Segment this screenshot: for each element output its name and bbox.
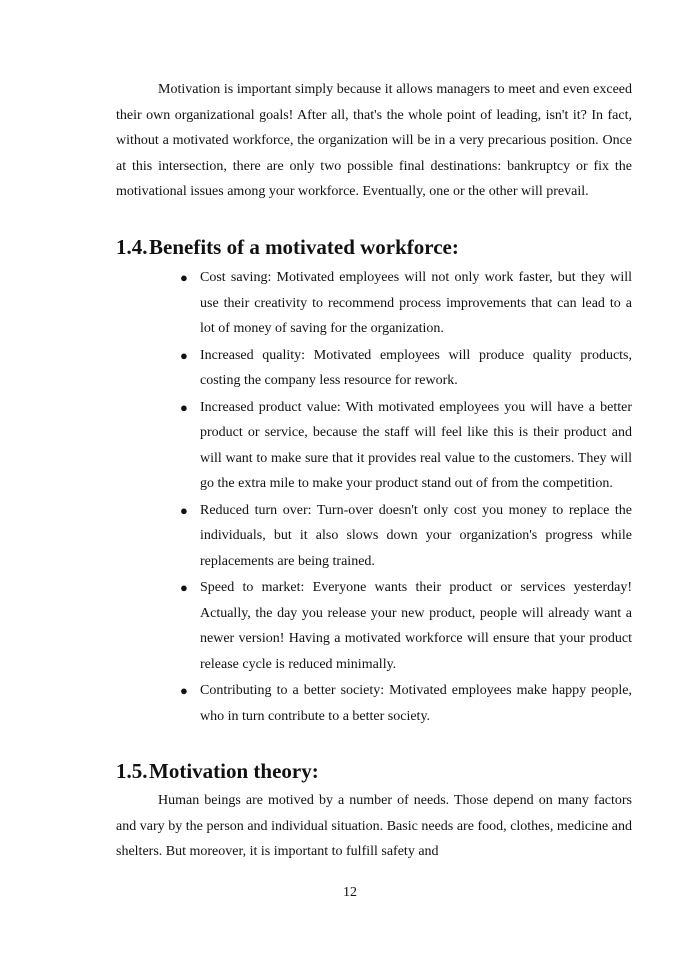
section-number: 1.4. [116,235,148,259]
section-title: Motivation theory: [149,759,319,783]
section-title: Benefits of a motivated workforce: [149,235,459,259]
list-item [116,265,632,342]
page-number: 12 [343,885,357,900]
list-item-text: Reduced turn over: Turn-over doesn't only cost you money to replace the individuals, but it also slows down your organization's progress while replacements are being trained. [200,502,632,569]
list-item [116,678,632,729]
section-theory [116,759,632,784]
list-item-text: Increased product value: With motivated employees you will have a better product or service, because the staff will feel like this is their product and will want to make sure that it provides real value to the customers. They will go the extra mile to make your product stand out of from the competition. [200,399,632,491]
list-item [116,343,632,394]
list-item-text: Increased quality: Motivated employees will produce quality products, costing the company less resource for rework. [200,347,632,388]
bullet-icon: ● [180,347,188,363]
bullet-icon: ● [180,683,188,698]
list-item [116,575,632,677]
list-item-text: Cost saving: Motivated employees will not only work faster, but they will use their creativity to recommend process improvements that can lead to a lot of money of saving for the organization. [200,270,632,336]
intro-paragraph: Motivation is important simply because it allows managers to meet and even exceed their own organizational goals! After all, that's the whole point of leading, isn't it? In fact, without a motivated workforce, the organization will be in a very precarious position. Once at this intersection, there are only two possible final destinations: bankruptcy or fix the motivational issues among your workforce. Eventually, one or the other will prevail. [116,82,632,199]
list-item-text: Speed to market: Everyone wants their product or services yesterday! Actually, the day you release your new product, people will already want a newer version! Having a motivated workforce will ensure that your product release cycle is reduced minimally. [200,580,632,672]
theory-paragraph: Human beings are motived by a number of needs. Those depend on many factors and vary by the person and individual situation. Basic needs are food, clothes, medicine and shelters. But moreover, it is important to fulfill safety and [116,793,632,859]
intro-block [116,77,632,205]
section-benefits [116,235,632,260]
bullet-icon: ● [180,580,188,595]
list-item [116,395,632,497]
theory-paragraph-block [116,788,632,865]
list-item-text: Contributing to a better society: Motivated employees make happy people, who in turn contribute to a better society. [200,683,632,724]
section-number: 1.5. [116,759,148,783]
benefits-list [116,265,632,729]
list-item [116,498,632,575]
bullet-icon: ● [180,502,188,518]
bullet-icon: ● [180,399,188,415]
section-heading-benefits [116,235,632,260]
section-heading-theory [116,759,632,784]
benefits-list-block [116,265,632,730]
bullet-icon: ● [180,270,188,285]
